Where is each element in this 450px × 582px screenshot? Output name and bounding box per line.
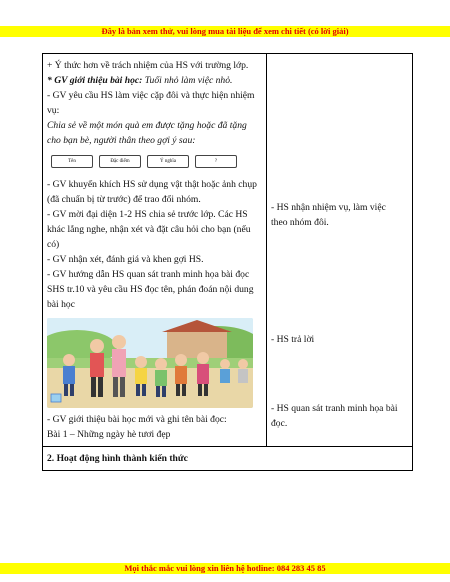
chip-other: ? [195, 155, 237, 168]
line-introduce-lesson: - GV giới thiệu bài học mới và ghi tên bài đọc: [47, 414, 227, 425]
intro-label: * GV giới thiệu bài học: [47, 75, 143, 86]
chip-name: Tên [51, 155, 93, 168]
teacher-activities-cell [43, 54, 267, 447]
children-illustration [47, 318, 253, 408]
student-activities-cell [267, 54, 413, 447]
line-feedback: - GV nhận xét, đánh giá và khen gợi HS. [47, 254, 204, 265]
chip-meaning: Ý nghĩa [147, 155, 189, 168]
suggestion-chips [51, 155, 262, 168]
top-banner [0, 26, 450, 37]
table-row [43, 447, 413, 471]
illustration-image [47, 318, 253, 408]
line-share-gift: Chia sẻ về một món quà em được tặng hoặc đã tặng cho bạn bè, người thân theo gợi ý sau: [47, 120, 247, 146]
student-observe: - HS quan sát tranh minh họa bài đọc. [271, 403, 398, 429]
bottom-banner [0, 563, 450, 574]
lesson-title: Bài 1 – Những ngày hè tươi đẹp [47, 429, 171, 440]
line-pair-work: - GV yêu cầu HS làm việc cặp đôi và thực hiện nhiệm vụ: [47, 90, 255, 116]
lesson-table [42, 53, 413, 471]
line-invite: - GV mời đại diện 1-2 HS chia sẻ trước lớp. Các HS khác lắng nghe, nhận xét và đặt câu hỏi cho bạn (nếu có) [47, 209, 251, 250]
top-banner-text: Đây là bản xem thử, vui lòng mua tài liệu để xem chi tiết (có lời giải) [101, 26, 349, 36]
intro-title: Tuổi nhỏ làm việc nhỏ. [142, 75, 233, 86]
line-observe: - GV hướng dẫn HS quan sát tranh minh họa bài đọc SHS tr.10 và yêu cầu HS đọc tên, phán đoán nội dung bài học [47, 269, 254, 310]
line-responsibility: + Ý thức hơn về trách nhiệm của HS với trường lớp. [47, 60, 249, 71]
lesson-intro [47, 73, 262, 88]
line-encourage: - GV khuyến khích HS sử dụng vật thật hoặc ảnh chụp (đã chuẩn bị từ trước) để trao đổi nhóm. [47, 179, 257, 205]
bottom-banner-text: Mọi thắc mắc vui lòng xin liên hệ hotline: 084 283 45 85 [124, 563, 326, 573]
table-row [43, 54, 413, 447]
section-heading: 2. Hoạt động hình thành kiến thức [43, 447, 413, 471]
student-answer: - HS trả lời [271, 334, 315, 345]
student-task: - HS nhận nhiệm vụ, làm việc theo nhóm đôi. [271, 202, 386, 228]
chip-feature: Đặc điểm [99, 155, 141, 168]
